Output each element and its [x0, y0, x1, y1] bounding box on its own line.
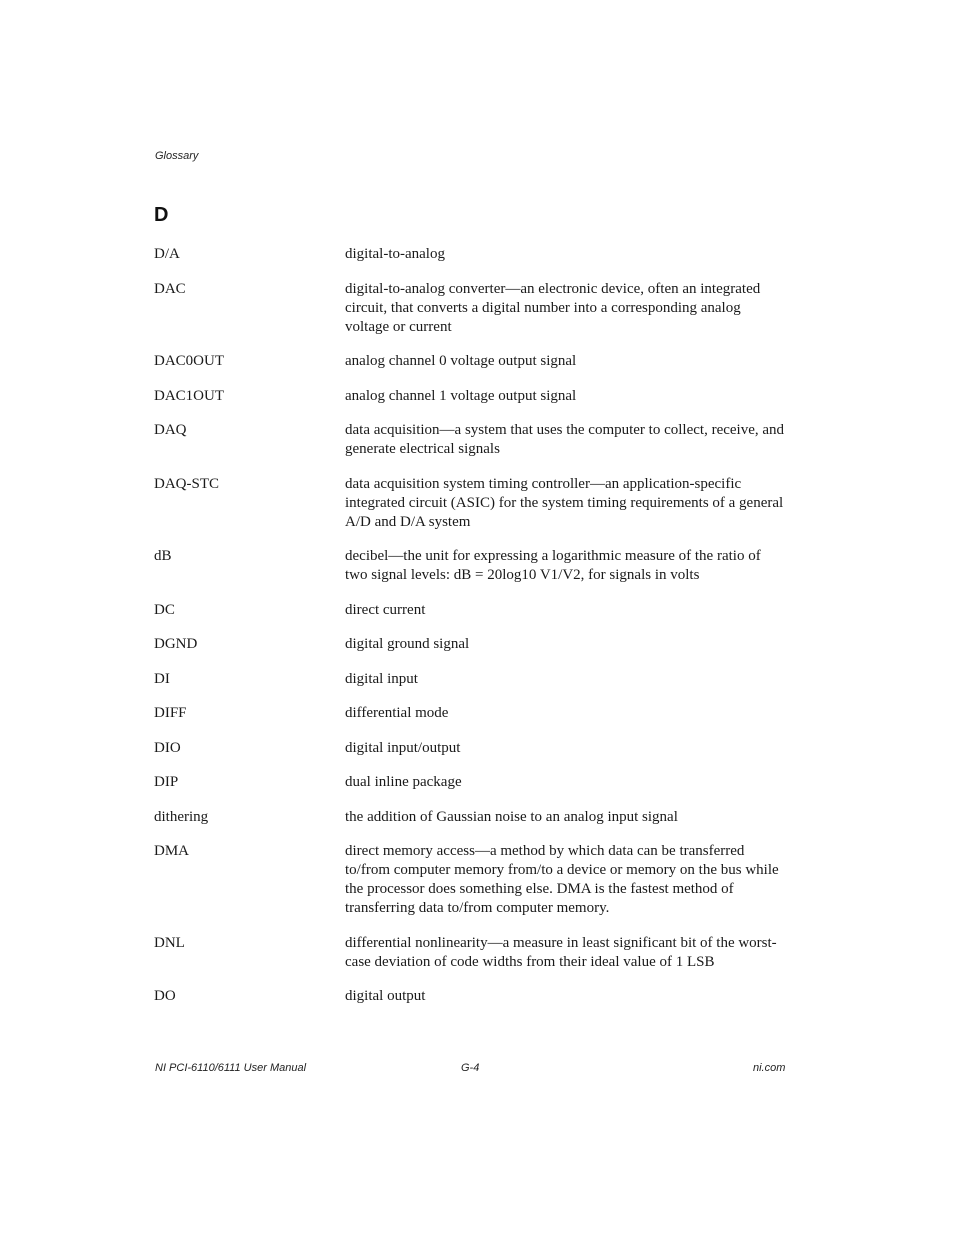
- glossary-entry: [154, 704, 794, 723]
- glossary-entry: [154, 387, 794, 406]
- glossary-entry: [154, 547, 794, 585]
- glossary-entry: [154, 635, 794, 654]
- glossary-term: DC: [154, 601, 175, 618]
- glossary-definition: data acquisition system timing controller—an application-specific integrated circuit (ASIC) for the system timing requirements of a general A/D and D/A system: [345, 475, 784, 530]
- glossary-term: DIP: [154, 774, 179, 790]
- footer-page-number: G-4: [461, 1062, 480, 1074]
- glossary-entry: [154, 808, 794, 827]
- glossary-term: DIFF: [154, 705, 187, 721]
- glossary-definition: differential nonlinearity—a measure in least significant bit of the worst-case deviation of code widths from their ideal value of 1 LSB: [345, 934, 777, 970]
- glossary-entry: [154, 475, 794, 532]
- glossary-term: DO: [154, 988, 176, 1004]
- glossary-entry: [154, 601, 794, 620]
- section-heading: D: [154, 204, 169, 226]
- running-head: Glossary: [155, 150, 199, 162]
- glossary-term: DMA: [154, 843, 190, 859]
- glossary-definition: digital ground signal: [345, 636, 470, 652]
- glossary-term: DIO: [154, 739, 181, 756]
- glossary-term: dB: [154, 548, 172, 564]
- glossary-definition: analog channel 0 voltage output signal: [345, 353, 577, 369]
- glossary-term: DAQ-STC: [154, 475, 220, 492]
- glossary-definition: digital input/output: [345, 739, 461, 756]
- glossary-term: DNL: [154, 934, 185, 951]
- glossary-definition: decibel—the unit for expressing a logarithmic measure of the ratio of two signal levels: dB = 20log10 V1/V2, for signals in volts: [345, 548, 761, 583]
- glossary-term: DAC1OUT: [154, 387, 224, 404]
- glossary-term: DAQ: [154, 422, 187, 438]
- glossary-term: dithering: [154, 808, 209, 825]
- glossary-definition: digital output: [345, 988, 426, 1004]
- glossary-term: DAC: [154, 280, 186, 297]
- glossary-entry: [154, 352, 794, 371]
- glossary-definition: direct current: [345, 601, 426, 618]
- glossary-definition: data acquisition—a system that uses the computer to collect, receive, and generate electrical signals: [345, 422, 785, 457]
- glossary-entry: [154, 421, 794, 459]
- glossary-term: DGND: [154, 636, 198, 652]
- glossary-definition: direct memory access—a method by which data can be transferred to/from computer memory from/to a device or memory on the bus while the processor does something else. DMA is the fastest method of transferring data to/from computer memory.: [345, 843, 779, 916]
- glossary-term: D/A: [154, 246, 180, 262]
- page-footer: [0, 1062, 954, 1078]
- glossary-entry: [154, 934, 794, 972]
- glossary-entry: [154, 670, 794, 689]
- glossary-list: [154, 245, 794, 1022]
- glossary-definition: digital-to-analog: [345, 246, 445, 262]
- glossary-entry: [154, 245, 794, 264]
- glossary-definition: dual inline package: [345, 774, 462, 790]
- glossary-entry: [154, 739, 794, 758]
- glossary-definition: the addition of Gaussian noise to an analog input signal: [345, 808, 678, 825]
- glossary-term: DI: [154, 670, 170, 687]
- glossary-definition: digital-to-analog converter—an electronic device, often an integrated circuit, that converts a digital number into a corresponding analog voltage or current: [345, 280, 761, 335]
- glossary-entry: [154, 842, 794, 918]
- glossary-definition: analog channel 1 voltage output signal: [345, 387, 577, 404]
- glossary-entry: [154, 773, 794, 792]
- footer-website: ni.com: [753, 1062, 786, 1074]
- glossary-definition: digital input: [345, 670, 418, 687]
- glossary-entry: [154, 280, 794, 337]
- footer-manual-title: NI PCI-6110/6111 User Manual: [155, 1062, 307, 1074]
- glossary-entry: [154, 987, 794, 1006]
- glossary-term: DAC0OUT: [154, 353, 224, 369]
- glossary-definition: differential mode: [345, 705, 449, 721]
